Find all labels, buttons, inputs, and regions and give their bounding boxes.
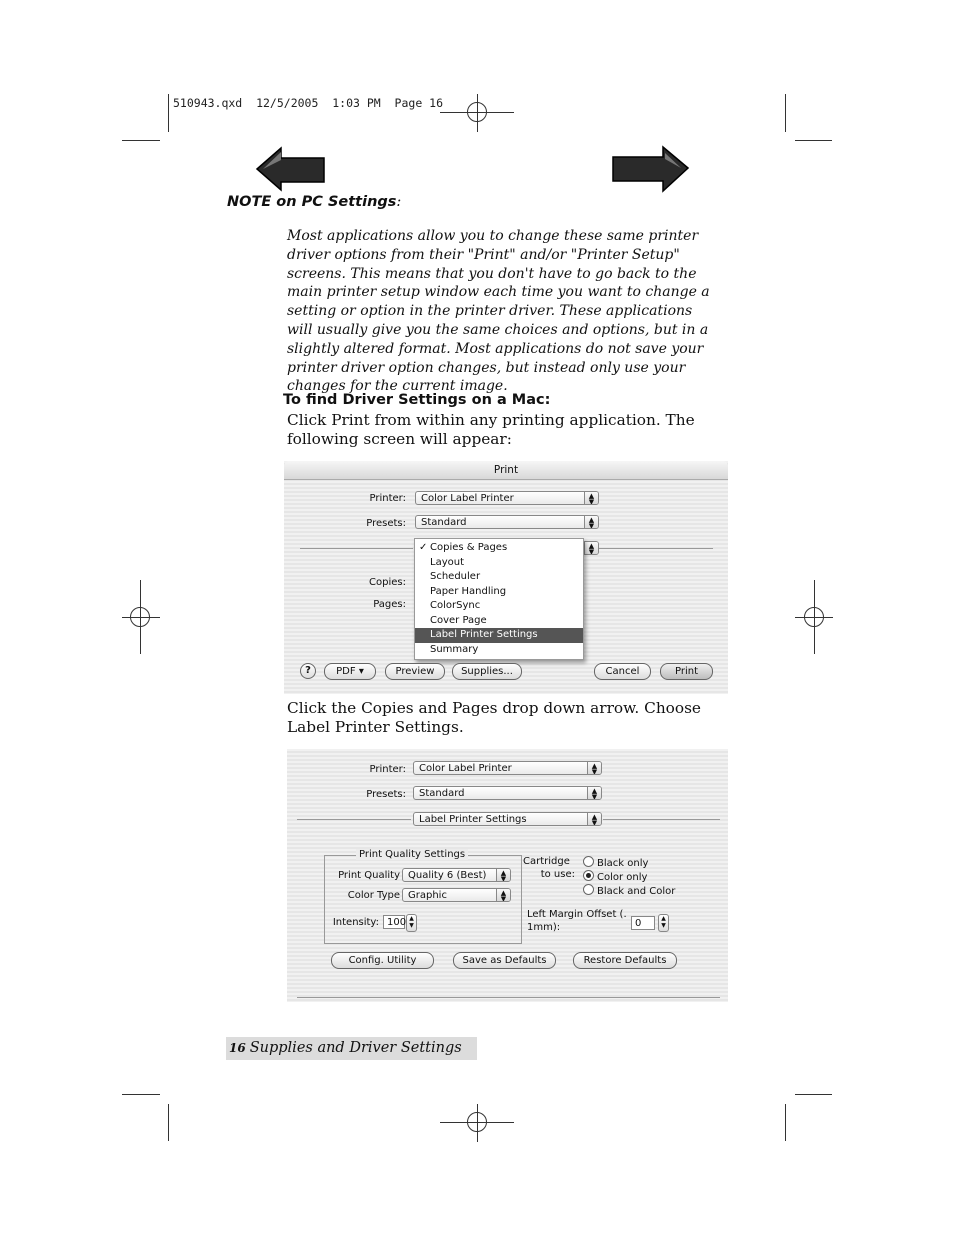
copies-label: Copies: [369,577,406,588]
menu-item-label-printer-settings[interactable]: Label Printer Settings [415,628,583,643]
radio-label: Color only [597,872,648,883]
crop-mark [122,1094,160,1095]
crop-mark [168,94,169,132]
print-quality-label: Print Quality [338,870,400,881]
printer-label: Printer: [369,764,406,775]
footer-title: Supplies and Driver Settings [249,1040,462,1056]
radio-label: Black only [597,858,649,869]
panel-dropdown-menu[interactable] [414,538,584,660]
crop-mark [785,94,786,132]
menu-item-cover-page[interactable]: Cover Page [430,614,487,626]
print-quality-value: Quality 6 (Best) [408,870,487,881]
presets-value: Standard [421,517,467,528]
registration-line [814,580,815,654]
radio-label: Black and Color [597,886,676,897]
intensity-label: Intensity: [332,917,379,928]
print-button[interactable]: Print [660,663,713,680]
menu-item-paper-handling[interactable]: Paper Handling [430,585,507,597]
presets-label: Presets: [366,518,406,529]
updown-arrow-icon: ▲ ▼ [587,787,601,799]
panel-value: Label Printer Settings [419,814,527,825]
left-margin-label: Left Margin Offset (. [527,909,627,920]
left-margin-stepper[interactable]: ▲ ▼ [658,914,669,932]
presets-popup[interactable] [413,786,602,800]
updown-arrow-icon: ▲ ▼ [587,762,601,774]
page-number: 16 [229,1041,246,1055]
updown-arrow-icon: ▲ ▼ [587,813,601,825]
printer-value: Color Label Printer [419,763,512,774]
left-margin-label-2: 1mm): [527,922,561,933]
printer-popup[interactable] [413,761,602,775]
help-button[interactable]: ? [300,663,316,679]
radio-black-and-color[interactable] [583,884,675,897]
radio-button [583,856,594,867]
menu-item-layout[interactable]: Layout [430,556,464,568]
back-arrow-icon[interactable] [255,146,327,192]
page-footer [229,1040,462,1056]
intensity-field[interactable]: 100 [383,915,405,929]
save-as-defaults-button[interactable]: Save as Defaults [453,952,556,969]
separator [297,997,720,998]
registration-line [477,94,478,132]
crop-mark [795,140,832,141]
supplies-button[interactable]: Supplies... [452,663,522,680]
printer-popup[interactable] [415,491,599,505]
mac-heading: To find Driver Settings on a Mac: [283,392,551,408]
checkmark-icon: ✓ [419,542,428,553]
intensity-stepper[interactable]: ▲ ▼ [406,914,417,932]
instruction-paragraph-2: Click the Copies and Pages drop down arrow. Choose Label Printer Settings. [287,699,701,736]
note-body: Most applications allow you to change these same printer driver options from their "Print" and/or "Printer Setup" screens. This means that you don't have to go back to the main printer setup window each time you want to change a setting or option in the printer driver. These applications will usually give you the same choices and options, but in a slightly altered format. Most applications do not save your printer driver option changes, but instead only use your changes for the current image. [287,228,710,395]
cancel-button[interactable]: Cancel [594,663,651,680]
updown-arrow-icon: ▲ ▼ [584,542,598,554]
menu-item-scheduler[interactable]: Scheduler [430,571,481,582]
print-quality-popup[interactable] [402,868,511,882]
label-printer-settings-dialog [287,749,728,1002]
updown-arrow-icon: ▲ ▼ [496,889,510,901]
group-title: Print Quality Settings [356,849,468,860]
registration-line [122,617,160,618]
crop-mark [168,1104,169,1141]
separator [297,819,411,820]
registration-line [140,580,141,654]
preview-button[interactable]: Preview [385,663,445,680]
dialog-title: Print [284,461,728,480]
menu-item-colorsync[interactable]: ColorSync [430,600,481,611]
presets-label: Presets: [366,789,406,800]
separator [599,548,713,549]
pdf-button[interactable]: PDF ▾ [324,663,376,680]
menu-item-label: Copies & Pages [430,542,508,553]
separator [300,548,413,549]
presets-value: Standard [419,788,465,799]
radio-button [583,884,594,895]
left-margin-field[interactable]: 0 [631,916,655,930]
color-type-popup[interactable] [402,888,511,902]
radio-color-only[interactable] [583,870,647,883]
radio-black-only[interactable] [583,856,648,869]
updown-arrow-icon: ▲ ▼ [584,492,598,504]
printer-value: Color Label Printer [421,493,514,504]
crop-mark [122,140,160,141]
config-utility-button[interactable]: Config. Utility [331,952,434,969]
menu-item-copies-pages[interactable] [415,541,583,556]
restore-defaults-button[interactable]: Restore Defaults [573,952,677,969]
crop-mark [785,1104,786,1141]
panel-popup[interactable] [413,812,602,826]
menu-item-summary[interactable]: Summary [430,643,479,655]
registration-line [477,1104,478,1142]
forward-arrow-icon[interactable] [611,145,691,193]
print-dialog [284,461,728,694]
separator [603,819,720,820]
updown-arrow-icon: ▲ ▼ [496,869,510,881]
cartridge-label: Cartridge [523,856,570,867]
print-slug: 510943.qxd 12/5/2005 1:03 PM Page 16 [173,96,444,110]
note-heading: NOTE on PC Settings: [227,194,402,210]
instruction-paragraph-1: Click Print from within any printing application. The following screen will appear: [287,411,695,448]
cartridge-label-2: to use: [540,869,575,880]
radio-button-selected [583,870,594,881]
printer-label: Printer: [369,493,406,504]
pages-label: Pages: [373,599,406,610]
updown-arrow-icon: ▲ ▼ [584,516,598,528]
color-type-label: Color Type [347,890,400,901]
crop-mark [795,1094,832,1095]
color-type-value: Graphic [408,890,447,901]
presets-popup[interactable] [415,515,599,529]
